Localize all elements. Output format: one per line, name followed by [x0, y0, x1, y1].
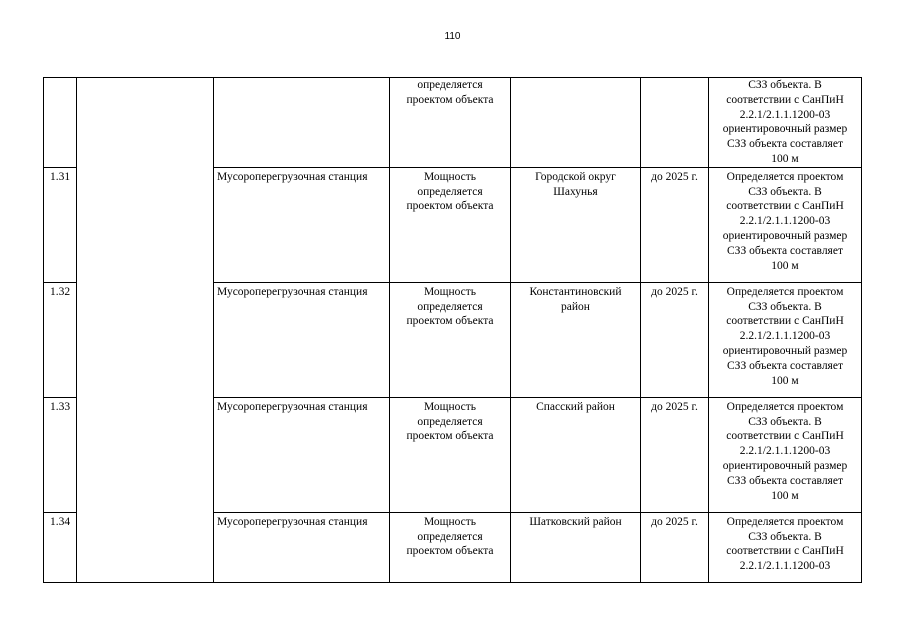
- cell-location: [511, 512, 641, 582]
- sanitary-zone-line: СЗЗ объекта составляет: [727, 138, 843, 151]
- sanitary-zone-line: СЗЗ объекта. В: [748, 300, 822, 313]
- location-line: Константиновский: [529, 285, 622, 298]
- sanitary-zone-line: соответствии с СанПиН: [726, 315, 844, 328]
- sanitary-zone-line: СЗЗ объекта составляет: [727, 474, 843, 487]
- cell-number: 1.32: [44, 282, 77, 397]
- sanitary-zone-line: СЗЗ объекта составляет: [727, 244, 843, 257]
- cell-sanitary-zone: [709, 78, 862, 168]
- sanitary-zone-line: СЗЗ объекта. В: [748, 530, 822, 543]
- cell-merged-group: [77, 78, 214, 583]
- cell-number: 1.34: [44, 512, 77, 582]
- sanitary-zone-line: 2.2.1/2.1.1.1200-03: [739, 215, 831, 228]
- location-line: район: [561, 300, 590, 313]
- sanitary-zone-line: Определяется проектом: [726, 515, 844, 528]
- cell-number: 1.31: [44, 167, 77, 282]
- sanitary-zone-line: 2.2.1/2.1.1.1200-03: [739, 445, 831, 458]
- capacity-line: определяется: [417, 79, 483, 91]
- capacity-line: проектом объекта: [406, 93, 494, 106]
- sanitary-zone-line: 2.2.1/2.1.1.1200-03: [739, 108, 831, 121]
- sanitary-zone-line: СЗЗ объекта составляет: [727, 359, 843, 372]
- sanitary-zone-line: ориентировочный размер: [722, 123, 848, 136]
- sanitary-zone-line: ориентировочный размер: [722, 229, 848, 242]
- capacity-line: проектом объекта: [406, 200, 494, 213]
- sanitary-zone-line: соответствии с СанПиН: [726, 430, 844, 443]
- sanitary-zone-line: соответствии с СанПиН: [726, 545, 844, 558]
- cell-capacity: [390, 397, 511, 512]
- capacity-line: Мощность: [423, 170, 477, 183]
- facilities-table: [43, 77, 862, 583]
- sanitary-zone-line: 100 м: [771, 259, 799, 272]
- cell-location: [511, 78, 641, 168]
- cell-sanitary-zone: [709, 282, 862, 397]
- sanitary-zone-line: соответствии с СанПиН: [726, 93, 844, 106]
- capacity-line: проектом объекта: [406, 430, 494, 443]
- capacity-line: Мощность: [423, 515, 477, 528]
- cell-term: до 2025 г.: [641, 167, 709, 282]
- cell-object: Мусороперегрузочная станция: [214, 282, 390, 397]
- cell-capacity: [390, 167, 511, 282]
- cell-object: [214, 78, 390, 168]
- cell-term: до 2025 г.: [641, 282, 709, 397]
- sanitary-zone-line: Определяется проектом: [726, 400, 844, 413]
- cell-sanitary-zone: [709, 512, 862, 582]
- cell-capacity: [390, 512, 511, 582]
- cell-object: Мусороперегрузочная станция: [214, 397, 390, 512]
- cell-number: [44, 78, 77, 168]
- location-line: Шахунья: [553, 185, 598, 198]
- sanitary-zone-line: ориентировочный размер: [722, 459, 848, 472]
- capacity-line: определяется: [417, 530, 483, 543]
- capacity-line: определяется: [417, 300, 483, 313]
- sanitary-zone-line: Определяется проектом: [726, 170, 844, 183]
- capacity-line: определяется: [417, 185, 483, 198]
- cell-location: [511, 282, 641, 397]
- cell-sanitary-zone: [709, 397, 862, 512]
- cell-term: до 2025 г.: [641, 397, 709, 512]
- sanitary-zone-line: соответствии с СанПиН: [726, 200, 844, 213]
- location-line: Городской округ: [535, 170, 616, 183]
- sanitary-zone-line: Определяется проектом: [726, 285, 844, 298]
- sanitary-zone-line: 100 м: [771, 489, 799, 502]
- sanitary-zone-line: СЗЗ объекта. В: [748, 185, 822, 198]
- cell-location: [511, 397, 641, 512]
- table-row-continuation: [44, 78, 862, 168]
- sanitary-zone-line: 100 м: [771, 152, 799, 165]
- page-number: 110: [444, 31, 461, 42]
- capacity-line: проектом объекта: [406, 315, 494, 328]
- sanitary-zone-line: СЗЗ объекта. В: [748, 79, 822, 91]
- cell-term: до 2025 г.: [641, 512, 709, 582]
- sanitary-zone-line: СЗЗ объекта. В: [748, 415, 822, 428]
- capacity-line: проектом объекта: [406, 545, 494, 558]
- sanitary-zone-line: ориентировочный размер: [722, 344, 848, 357]
- cell-object: Мусороперегрузочная станция: [214, 512, 390, 582]
- capacity-line: Мощность: [423, 285, 477, 298]
- capacity-line: определяется: [417, 415, 483, 428]
- cell-term: [641, 78, 709, 168]
- capacity-line: Мощность: [423, 400, 477, 413]
- cell-location: [511, 167, 641, 282]
- cell-capacity: [390, 282, 511, 397]
- location-line: Шатковский район: [529, 515, 622, 528]
- sanitary-zone-line: 100 м: [771, 374, 799, 387]
- cell-capacity: [390, 78, 511, 168]
- cell-sanitary-zone: [709, 167, 862, 282]
- cell-object: Мусороперегрузочная станция: [214, 167, 390, 282]
- location-line: Спасский район: [536, 400, 615, 413]
- sanitary-zone-line: 2.2.1/2.1.1.1200-03: [739, 560, 831, 573]
- sanitary-zone-line: 2.2.1/2.1.1.1200-03: [739, 330, 831, 343]
- cell-number: 1.33: [44, 397, 77, 512]
